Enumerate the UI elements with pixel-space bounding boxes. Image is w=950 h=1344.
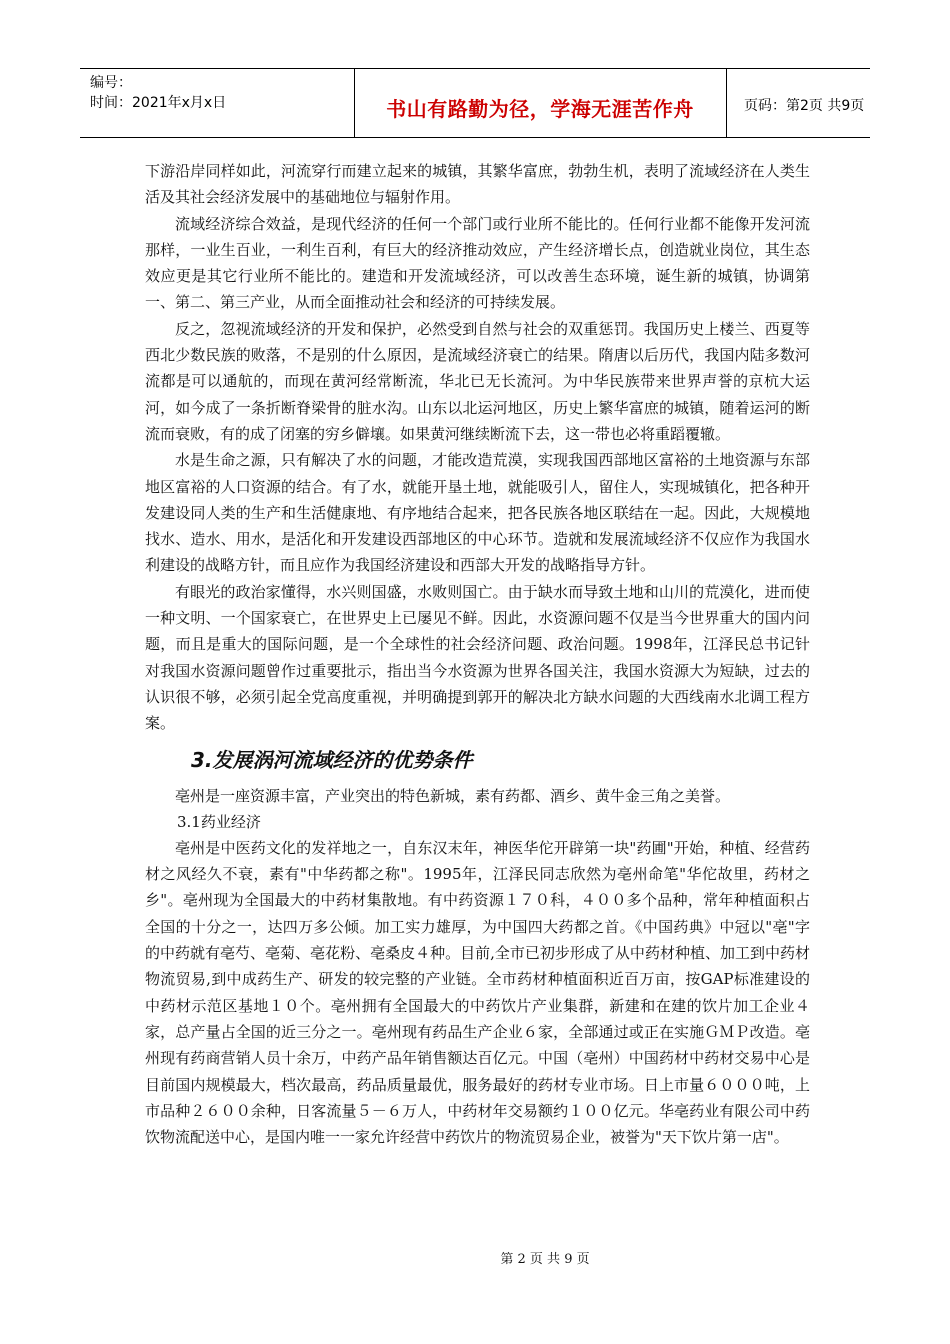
paragraph: 下游沿岸同样如此，河流穿行而建立起来的城镇，其繁华富庶，勃勃生机，表明了流域经济在人类生活及其社会经济发展中的基础地位与辐射作用。 — [145, 162, 810, 207]
paragraph: 亳州是一座资源丰富，产业突出的特色新城，素有药都、酒乡、黄牛金三角之美誉。 — [175, 786, 731, 805]
header-meta — [90, 73, 226, 113]
paragraph: 有眼光的政治家懂得，水兴则国盛，水败则国亡。由于缺水而导致土地和山川的荒漠化，进而使一种文明、一个国家衰亡，在世界史上已屡见不鲜。因此，水资源问题不仅是当今世界重大的国内问题，而且是重大的国际问题，是一个全球性的社会经济问题、政治问题。1998年，江泽民总书记针对我国水资源问题曾作过重要批示，指出当今水资源为世界各国关注，我国水资源大为短缺，过去的认识很不够，必须引起全党高度重视，并明确提到郭开的解决北方缺水问题的大西线南水北调工程方案。 — [145, 582, 810, 733]
paragraph: 反之，忽视流域经济的开发和保护，必然受到自然与社会的双重惩罚。我国历史上楼兰、西夏等西北少数民族的败落，不是别的什么原因，是流域经济衰亡的结果。隋唐以后历代，我国内陆多数河流都是可以通航的，而现在黄河经常断流，华北已无长流河。为中华民族带来世界声誉的京杭大运河，如今成了一条折断脊梁骨的脏水沟。山东以北运河地区，历史上繁华富庶的城镇，随着运河的断流而衰败，有的成了闭塞的穷乡僻壤。如果黄河继续断流下去，这一带也必将重蹈覆辙。 — [145, 319, 810, 443]
header-number-label: 编号： — [90, 75, 132, 91]
page-header — [80, 68, 870, 138]
header-motto: 书山有路勤为径，学海无涯苦作舟 — [386, 97, 694, 121]
header-divider — [726, 69, 727, 137]
page-footer: 第 2 页 共 9 页 — [500, 1252, 590, 1267]
paragraph: 亳州是中医药文化的发祥地之一，自东汉末年，神医华佗开辟第一块"药圃"开始，种植、经营药材之风经久不衰，素有"中华药都之称"。1995年，江泽民同志欣然为亳州命笔"华佗故里，药材之乡"。亳州现为全国最大的中药材集散地。有中药资源１７０科，４００多个品种，常年种植面积占全国的十分之一，达四万多公倾。加工实力雄厚，为中国四大药都之首。《中国药典》中冠以"亳"字的中药就有亳芍、亳菊、亳花粉、亳桑皮４种。目前,全市已初步形成了从中药材种植、加工到中药材物流贸易,到中成药生产、研发的较完整的产业链。全市药材种植面积近百万亩，按GAP标准建设的中药材示范区基地１０个。亳州拥有全国最大的中药饮片产业集群，新建和在建的饮片加工企业４家，总产量占全国的近三分之一。亳州现有药品生产企业６家，全部通过或正在实施ＧＭＰ改造。亳州现有药商营销人员十余万，中药产品年销售额达百亿元。中国（亳州）中国药材中药材交易中心是目前国内规模最大，档次最高，药品质量最优，服务最好的药材专业市场。日上市量６０００吨，上市品种２６００余种，日客流量５－６万人，中药材年交易额约１００亿元。华亳药业有限公司中药饮物流配送中心，是国内唯一一家允许经营中药饮片的物流贸易企业，被誉为"天下饮片第一店"。 — [145, 838, 810, 1147]
header-page-info: 页码：第2页 共9页 — [744, 98, 865, 114]
header-time-label: 时间：2021年x月x日 — [90, 95, 227, 111]
section-heading: 3.发展涡河流域经济的优势条件 — [191, 747, 473, 772]
paragraph: 流域经济综合效益，是现代经济的任何一个部门或行业所不能比的。任何行业都不能像开发河流那样，一业生百业，一利生百利，有巨大的经济推动效应，产生经济增长点，创造就业岗位，其生态效应更是其它行业所不能比的。建造和开发流域经济，可以改善生态环境，诞生新的城镇，协调第一、第二、第三产业，从而全面推动社会和经济的可持续发展。 — [145, 214, 810, 312]
document-body — [145, 158, 810, 1150]
paragraph: 水是生命之源，只有解决了水的问题，才能改造荒漠，实现我国西部地区富裕的土地资源与东部地区富裕的人口资源的结合。有了水，就能开垦土地，就能吸引人，留住人，实现城镇化，把各种开发建设同人类的生产和生活健康地、有序地结合起来，把各民族各地区联结在一起。因此，大规模地找水、造水、用水，是活化和开发建设西部地区的中心环节。造就和发展流域经济不仅应作为我国水利建设的战略方针，而且应作为我国经济建设和西部大开发的战略指导方针。 — [145, 451, 810, 575]
subsection-heading: 3.1药业经济 — [177, 812, 261, 831]
